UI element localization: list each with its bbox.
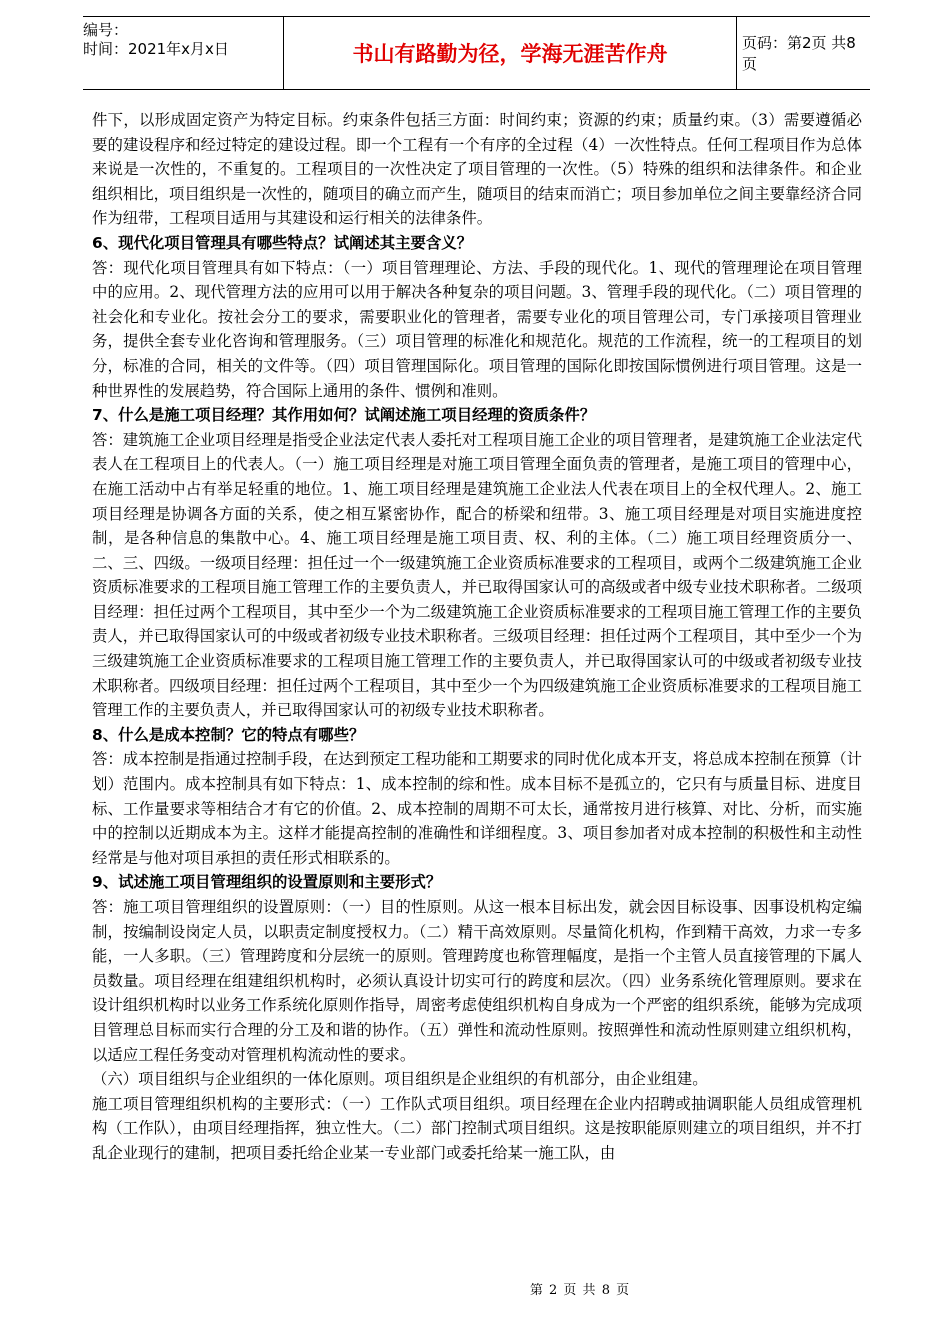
question-heading: 6、现代化项目管理具有哪些特点？试阐述其主要含义？ <box>92 233 473 252</box>
document-number-label: 编号： <box>83 21 129 39</box>
page-footer <box>0 1279 950 1298</box>
header-page-code: 页码：第2页 共8页 <box>742 34 856 73</box>
header-motto: 书山有路勤为径，学海无涯苦作舟 <box>283 17 737 89</box>
body-paragraph: （六）项目组织与企业组织的一体化原则。项目组织是企业组织的有机部分，由企业组建。 <box>92 1070 708 1089</box>
page-header <box>83 16 870 90</box>
footer-page-number: 第 2 页 共 8 页 <box>529 1283 631 1298</box>
body-paragraph: 答：成本控制是指通过控制手段，在达到预定工程功能和工期要求的同时优化成本开支，将总成本控制在预算（计划）范围内。成本控制具有如下特点：1、成本控制的综和性。成本目标不是孤立的，它只有与质量目标、进度目标、工作量要求等相结合才有它的价值。2、成本控制的周期不可太长，通常按月进行核算、对比、分析，而实施中的控制以近期成本为主。这样才能提高控制的准确性和详细程度。3、项目参加者对成本控制的积极性和主动性经常是与他对项目承担的责任形式相联系的。 <box>92 750 862 867</box>
body-paragraph: 答：现代化项目管理具有如下特点：（一）项目管理理论、方法、手段的现代化。1、现代的管理理论在项目管理中的应用。2、现代管理方法的应用可以用于解决各种复杂的项目问题。3、管理手段的现代化。（二）项目管理的社会化和专业化。按社会分工的要求，需要职业化的管理者，需要专业化的项目管理公司，专门承接项目管理业务，提供全套专业化咨询和管理服务。（三）项目管理的标准化和规范化。规范的工作流程，统一的工程项目的划分，标准的合同，相关的文件等。（四）项目管理国际化。项目管理的国际化即按国际惯例进行项目管理。这是一种世界性的发展趋势，符合国际上通用的条件、惯例和准则。 <box>92 258 862 400</box>
header-info-cell <box>83 17 283 93</box>
body-paragraph: 答：施工项目管理组织的设置原则：（一）目的性原则。从这一根本目标出发，就会因目标设事、因事设机构定编制，按编制设岗定人员，以职责定制度授权力。（二）精干高效原则。尽量简化机构，作到精干高效，力求一专多能，一人多职。（三）管理跨度和分层统一的原则。管理跨度也称管理幅度，是指一个主管人员直接管理的下属人员数量。项目经理在组建组织机构时，必须认真设计切实可行的跨度和层次。（四）业务系统化管理原则。要求在设计组织机构时以业务工作系统化原则作指导，周密考虑使组织机构自身成为一个严密的组织系统，能够为完成项目管理总目标而实行合理的分工及和谐的协作。（五）弹性和流动性原则。按照弹性和流动性原则建立组织机构，以适应工程任务变动对管理机构流动性的要求。 <box>92 898 862 1064</box>
body-paragraph: 答：建筑施工企业项目经理是指受企业法定代表人委托对工程项目施工企业的项目管理者，是建筑施工企业法定代表人在工程项目上的代表人。（一）施工项目经理是对施工项目管理全面负责的管理者，是施工项目的管理中心，在施工活动中占有举足轻重的地位。1、施工项目经理是建筑施工企业法人代表在项目上的全权代理人。2、施工项目经理是协调各方面的关系，使之相互紧密协作，配合的桥梁和纽带。3、施工项目经理是对项目实施进度控制，是各种信息的集散中心。4、施工项目经理是施工项目责、权、利的主体。（二）施工项目经理资质分一、二、三、四级。一级项目经理：担任过一个一级建筑施工企业资质标准要求的工程项目，或两个二级建筑施工企业资质标准要求的工程项目施工管理工作的主要负责人，并已取得国家认可的高级或者中级专业技术职称者。二级项目经理：担任过两个工程项目，其中至少一个为二级建筑施工企业资质标准要求的工程项目施工管理工作的主要负责人，并已取得国家认可的中级或者初级专业技术职称者。三级项目经理：担任过两个工程项目，其中至少一个为三级建筑施工企业资质标准要求的工程项目施工管理工作的主要负责人，并已取得国家认可的中级或者初级专业技术职称者。四级项目经理：担任过两个工程项目，其中至少一个为四级建筑施工企业资质标准要求的工程项目施工管理工作的主要负责人，并已取得国家认可的初级专业技术职称者。 <box>92 430 862 720</box>
question-heading: 8、什么是成本控制？它的特点有哪些？ <box>92 725 365 744</box>
document-body <box>92 108 862 1166</box>
body-paragraph: 件下，以形成固定资产为特定目标。约束条件包括三方面：时间约束；资源的约束；质量约束。（3）需要遵循必要的建设程序和经过特定的建设过程。即一个工程有一个有序的全过程（4）一次性特点。任何工程项目作为总体来说是一次性的，不重复的。工程项目的一次性决定了项目管理的一次性。（5）特殊的组织和法律条件。和企业组织相比，项目组织是一次性的，随项目的确立而产生，随项目的结束而消亡；项目参加单位之间主要靠经济合同作为纽带，工程项目适用与其建设和运行相关的法律条件。 <box>92 111 862 228</box>
question-heading: 7、什么是施工项目经理？其作用如何？试阐述施工项目经理的资质条件？ <box>92 406 596 425</box>
document-time-label: 时间：2021年x月x日 <box>83 40 229 58</box>
question-heading: 9、试述施工项目管理组织的设置原则和主要形式？ <box>92 873 442 892</box>
body-paragraph: 施工项目管理组织机构的主要形式：（一）工作队式项目组织。项目经理在企业内招聘或抽调职能人员组成管理机构（工作队），由项目经理指挥，独立性大。（二）部门控制式项目组织。这是按职能原则建立的项目组织，并不打乱企业现行的建制，把项目委托给企业某一专业部门或委托给某一施工队，由 <box>92 1094 862 1162</box>
